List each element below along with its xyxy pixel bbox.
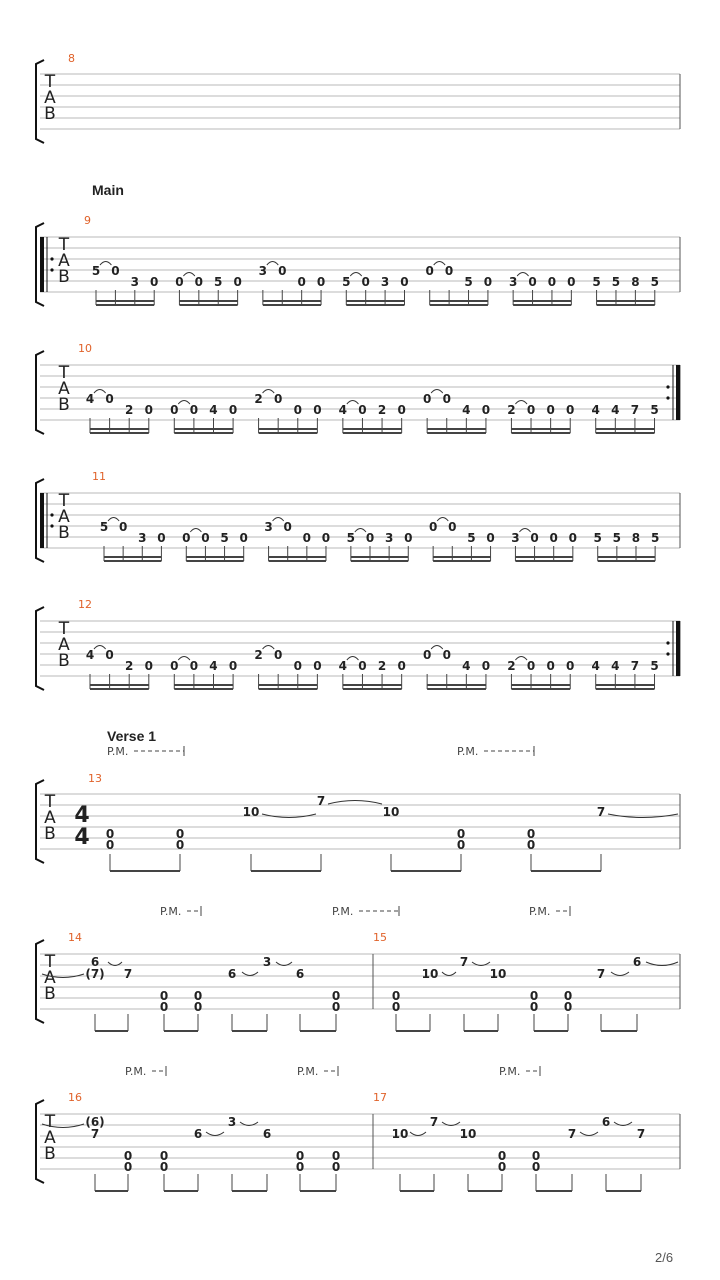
tab-fret-number: 2 <box>377 659 387 673</box>
tab-fret-number: 4 <box>611 403 620 417</box>
tie-arc <box>611 972 629 976</box>
measure-number: 13 <box>88 772 102 785</box>
tab-fret-number: 0 <box>358 659 367 673</box>
repeat-dot <box>666 396 669 399</box>
tab-clef-letter: A <box>58 251 70 271</box>
tab-fret-number: 5 <box>612 531 622 545</box>
tab-clef-letter: T <box>58 619 70 639</box>
tab-fret-number: 0 <box>526 838 536 852</box>
tab-fret-number: 7 <box>596 967 606 981</box>
tab-fret-number: 0 <box>118 520 128 534</box>
tab-fret-number: 0 <box>175 827 185 841</box>
tab-fret-number: 0 <box>189 403 199 417</box>
tab-fret-number: 0 <box>233 275 242 289</box>
tab-fret-number: 0 <box>444 264 454 278</box>
repeat-dot <box>666 385 669 388</box>
tab-fret-number: (6) <box>85 1115 105 1129</box>
tab-fret-number: 3 <box>508 275 518 289</box>
tab-clef-letter: B <box>58 523 70 543</box>
tab-fret-number: 0 <box>391 989 401 1003</box>
tab-fret-number: 0 <box>105 392 114 406</box>
measure-number: 11 <box>92 470 106 483</box>
measure-number: 9 <box>84 214 91 227</box>
palm-mute-label: P.M. <box>499 1065 521 1078</box>
tab-fret-number: 0 <box>170 659 179 673</box>
tab-fret-number: 0 <box>425 264 434 278</box>
tab-fret-number: 0 <box>331 1160 341 1174</box>
tab-fret-number: 5 <box>611 275 621 289</box>
tab-clef-letter: A <box>58 507 70 527</box>
tab-fret-number: 0 <box>428 520 438 534</box>
tab-fret-number: 0 <box>313 403 322 417</box>
tab-fret-number: 5 <box>467 531 476 545</box>
repeat-dot <box>50 257 53 260</box>
tab-fret-number: 7 <box>636 1127 646 1141</box>
time-signature-denominator: 4 <box>74 825 90 850</box>
repeat-dot <box>666 641 669 644</box>
tab-fret-number: 0 <box>189 659 199 673</box>
tab-fret-number: 5 <box>346 531 356 545</box>
hammer-on-arc <box>517 273 528 277</box>
tab-fret-number: 0 <box>568 531 578 545</box>
tab-fret-number: 0 <box>331 1149 341 1163</box>
tab-fret-number: 0 <box>422 648 432 662</box>
tab-fret-number: 5 <box>593 531 602 545</box>
tab-fret-number: 7 <box>567 1127 577 1141</box>
tab-fret-number: 0 <box>531 1160 541 1174</box>
tab-fret-number: 0 <box>105 648 114 662</box>
hammer-on-arc <box>519 529 530 533</box>
tab-fret-number: 2 <box>254 648 263 662</box>
tab-fret-number: 3 <box>130 275 139 289</box>
measure-number: 8 <box>68 52 75 65</box>
tab-clef-letter: T <box>44 952 56 972</box>
hammer-on-arc <box>347 401 359 405</box>
tab-fret-number: 3 <box>511 531 520 545</box>
tab-fret-number: 0 <box>111 264 120 278</box>
tab-fret-number: 0 <box>321 531 331 545</box>
hammer-on-arc <box>183 273 194 277</box>
tab-fret-number: 4 <box>611 659 620 673</box>
tab-fret-number: 7 <box>630 403 640 417</box>
tab-fret-number: 7 <box>459 955 469 969</box>
tab-fret-number: 0 <box>481 403 491 417</box>
hammer-on-arc <box>515 657 527 661</box>
repeat-close-thick-bar <box>676 365 680 420</box>
tab-fret-number: 0 <box>295 1149 305 1163</box>
tab-fret-number: 0 <box>105 827 115 841</box>
tab-fret-number: 0 <box>483 275 493 289</box>
tab-fret-number: 0 <box>293 403 302 417</box>
tab-fret-number: 0 <box>404 531 413 545</box>
tab-fret-number: 0 <box>530 531 539 545</box>
tab-fret-number: 0 <box>159 1149 169 1163</box>
tie-arc <box>580 1132 598 1136</box>
tab-fret-number: 0 <box>547 275 557 289</box>
palm-mute-label: P.M. <box>160 905 182 918</box>
tab-fret-number: 0 <box>194 275 204 289</box>
tab-fret-number: 5 <box>592 275 601 289</box>
hammer-on-arc <box>263 646 275 650</box>
tab-clef-letter: B <box>58 651 70 671</box>
tab-fret-number: 0 <box>549 531 558 545</box>
tab-fret-number: 0 <box>529 989 539 1003</box>
tab-clef-letter: T <box>58 363 70 383</box>
tab-clef-letter: A <box>44 88 56 108</box>
tab-fret-number: 3 <box>384 531 394 545</box>
tab-fret-number: 0 <box>422 392 432 406</box>
system-bracket <box>36 1100 44 1183</box>
tab-fret-number: 0 <box>526 403 536 417</box>
tab-fret-number: 4 <box>209 403 218 417</box>
tab-fret-number: 0 <box>105 838 115 852</box>
tab-fret-number: 0 <box>497 1160 507 1174</box>
measure-number: 17 <box>373 1091 387 1104</box>
tab-fret-number: 0 <box>442 392 451 406</box>
hammer-on-arc <box>515 401 527 405</box>
tie-arc <box>328 801 382 805</box>
tab-clef-letter: B <box>44 1144 56 1164</box>
tab-fret-number: 4 <box>591 659 600 673</box>
tab-fret-number: 0 <box>144 403 153 417</box>
tab-fret-number: 4 <box>209 659 218 673</box>
tab-fret-number: 6 <box>601 1115 611 1129</box>
tab-fret-number: 0 <box>297 275 306 289</box>
tab-fret-number: 0 <box>456 827 466 841</box>
time-signature-numerator: 4 <box>74 803 90 828</box>
tab-clef-letter: A <box>58 379 70 399</box>
tab-fret-number: 0 <box>391 1000 401 1014</box>
measure-number: 12 <box>78 598 92 611</box>
tab-fret-number: 0 <box>442 648 451 662</box>
tab-clef-letter: T <box>44 792 56 812</box>
tie-arc <box>442 972 456 976</box>
measure-number: 10 <box>78 342 92 355</box>
hammer-on-arc <box>273 518 284 522</box>
hammer-on-arc <box>434 262 445 266</box>
tab-fret-number: 5 <box>342 275 351 289</box>
hammer-on-arc <box>350 273 361 277</box>
tab-fret-number: 7 <box>123 967 133 981</box>
hammer-on-arc <box>94 646 106 650</box>
tab-clef-letter: B <box>58 395 70 415</box>
tab-fret-number: 3 <box>258 264 268 278</box>
tab-fret-number: 0 <box>150 275 159 289</box>
tab-fret-number: 5 <box>650 403 659 417</box>
section-label-main: Main <box>92 182 124 198</box>
tab-fret-number: (7) <box>85 967 105 981</box>
tab-fret-number: 3 <box>138 531 147 545</box>
tab-fret-number: 0 <box>456 838 466 852</box>
tab-fret-number: 0 <box>481 659 491 673</box>
tab-fret-number: 0 <box>361 275 370 289</box>
tab-clef-letter: T <box>58 491 70 511</box>
tab-fret-number: 5 <box>214 275 223 289</box>
system-bracket <box>36 607 44 690</box>
tab-fret-number: 4 <box>591 403 600 417</box>
tab-clef-letter: T <box>58 235 70 255</box>
hammer-on-arc <box>108 518 119 522</box>
tab-clef-letter: T <box>44 72 56 92</box>
repeat-dot <box>50 524 53 527</box>
tab-fret-number: 0 <box>144 659 153 673</box>
tab-fret-number: 10 <box>242 805 260 819</box>
tab-fret-number: 0 <box>159 989 169 1003</box>
measure-number: 16 <box>68 1091 82 1104</box>
tab-fret-number: 2 <box>507 659 516 673</box>
tab-fret-number: 0 <box>123 1160 133 1174</box>
tab-fret-number: 7 <box>630 659 640 673</box>
tab-fret-number: 5 <box>464 275 473 289</box>
tab-fret-number: 0 <box>175 838 185 852</box>
tab-fret-number: 3 <box>227 1115 237 1129</box>
hammer-on-arc <box>267 262 278 266</box>
hammer-on-arc <box>178 401 190 405</box>
system-bracket <box>36 780 44 863</box>
tab-fret-number: 0 <box>193 989 203 1003</box>
tab-fret-number: 4 <box>85 648 95 662</box>
tab-fret-number: 8 <box>631 275 640 289</box>
tab-fret-number: 0 <box>397 659 406 673</box>
tab-fret-number: 5 <box>91 264 101 278</box>
tab-fret-number: 0 <box>295 1160 305 1174</box>
tab-fret-number: 4 <box>338 403 348 417</box>
tab-fret-number: 0 <box>273 648 283 662</box>
tab-fret-number: 0 <box>159 1160 169 1174</box>
tie-arc <box>242 972 258 976</box>
tab-fret-number: 0 <box>529 1000 539 1014</box>
tie-arc <box>410 1132 426 1136</box>
tab-fret-number: 0 <box>365 531 375 545</box>
tab-fret-number: 0 <box>293 659 302 673</box>
repeat-dot <box>50 268 53 271</box>
tab-fret-number: 3 <box>380 275 390 289</box>
tab-fret-number: 5 <box>650 275 659 289</box>
tab-fret-number: 0 <box>400 275 409 289</box>
tab-fret-number: 6 <box>262 1127 272 1141</box>
tab-fret-number: 0 <box>497 1149 507 1163</box>
tab-clef-letter: B <box>44 824 56 844</box>
tab-fret-number: 0 <box>526 659 536 673</box>
tab-clef-letter: A <box>44 808 56 828</box>
tab-fret-number: 0 <box>273 392 283 406</box>
repeat-close-thick-bar <box>676 621 680 676</box>
tab-fret-number: 0 <box>123 1149 133 1163</box>
tab-fret-number: 5 <box>650 531 660 545</box>
tab-fret-number: 0 <box>193 1000 203 1014</box>
hammer-on-arc <box>431 646 443 650</box>
palm-mute-label: P.M. <box>125 1065 147 1078</box>
tab-fret-number: 4 <box>462 403 471 417</box>
tab-fret-number: 0 <box>563 1000 573 1014</box>
tab-fret-number: 0 <box>448 520 457 534</box>
tab-fret-number: 4 <box>462 659 471 673</box>
tab-fret-number: 3 <box>264 520 273 534</box>
tab-clef-letter: B <box>44 104 56 124</box>
hammer-on-arc <box>190 529 201 533</box>
tab-fret-number: 6 <box>632 955 642 969</box>
tab-clef-letter: B <box>44 984 56 1004</box>
tab-fret-number: 0 <box>358 403 367 417</box>
tab-fret-number: 2 <box>254 392 263 406</box>
palm-mute-label: P.M. <box>529 905 551 918</box>
tab-fret-number: 0 <box>283 520 292 534</box>
hammer-on-arc <box>437 518 448 522</box>
tab-fret-number: 0 <box>157 531 166 545</box>
tab-fret-number: 5 <box>99 520 109 534</box>
tab-fret-number: 0 <box>302 531 312 545</box>
repeat-dot <box>50 513 53 516</box>
page-number: 2/6 <box>655 1250 674 1265</box>
tab-fret-number: 0 <box>566 403 575 417</box>
tab-fret-number: 0 <box>526 827 536 841</box>
tab-clef-letter: T <box>44 1112 56 1132</box>
tab-fret-number: 0 <box>278 264 287 278</box>
tie-arc <box>206 1132 224 1136</box>
tab-fret-number: 5 <box>220 531 229 545</box>
palm-mute-label: P.M. <box>107 745 129 758</box>
hammer-on-arc <box>263 390 275 394</box>
hammer-on-arc <box>431 390 443 394</box>
hammer-on-arc <box>178 657 190 661</box>
tab-fret-number: 0 <box>528 275 537 289</box>
hammer-on-arc <box>94 390 106 394</box>
tab-fret-number: 2 <box>377 403 387 417</box>
repeat-open-thick-bar <box>40 493 44 548</box>
tab-fret-number: 6 <box>193 1127 203 1141</box>
tab-fret-number: 7 <box>596 805 606 819</box>
system-bracket <box>36 351 44 434</box>
tab-fret-number: 0 <box>546 659 555 673</box>
tab-fret-number: 0 <box>316 275 326 289</box>
tab-fret-number: 0 <box>175 275 184 289</box>
tab-clef-letter: A <box>58 635 70 655</box>
tab-fret-number: 0 <box>170 403 179 417</box>
tab-fret-number: 7 <box>90 1127 100 1141</box>
tab-fret-number: 10 <box>421 967 439 981</box>
tab-clef-letter: A <box>44 1128 56 1148</box>
tab-fret-number: 2 <box>507 403 516 417</box>
tab-fret-number: 5 <box>650 659 659 673</box>
tab-fret-number: 0 <box>331 989 341 1003</box>
tab-fret-number: 0 <box>566 659 575 673</box>
tab-fret-number: 2 <box>125 659 134 673</box>
tab-fret-number: 10 <box>391 1127 409 1141</box>
tab-fret-number: 0 <box>313 659 322 673</box>
tab-fret-number: 7 <box>316 794 326 808</box>
tab-fret-number: 6 <box>295 967 305 981</box>
tab-fret-number: 0 <box>563 989 573 1003</box>
tab-fret-number: 6 <box>90 955 100 969</box>
tab-fret-number: 0 <box>228 403 238 417</box>
hammer-on-arc <box>347 657 359 661</box>
tab-fret-number: 10 <box>382 805 400 819</box>
tab-fret-number: 0 <box>546 403 555 417</box>
hammer-on-arc <box>100 262 111 266</box>
tab-fret-number: 2 <box>125 403 134 417</box>
hammer-on-arc <box>355 529 366 533</box>
palm-mute-label: P.M. <box>332 905 354 918</box>
tab-fret-number: 4 <box>338 659 348 673</box>
tab-fret-number: 7 <box>429 1115 439 1129</box>
tab-fret-number: 0 <box>239 531 248 545</box>
measure-number: 14 <box>68 931 82 944</box>
tab-fret-number: 10 <box>489 967 507 981</box>
tab-fret-number: 6 <box>227 967 237 981</box>
tab-fret-number: 0 <box>397 403 406 417</box>
tab-fret-number: 8 <box>631 531 641 545</box>
tab-fret-number: 0 <box>201 531 210 545</box>
tab-fret-number: 0 <box>182 531 191 545</box>
tab-fret-number: 0 <box>486 531 495 545</box>
system-bracket <box>36 940 44 1023</box>
tab-fret-number: 0 <box>567 275 576 289</box>
tab-clef-letter: B <box>58 267 70 287</box>
tab-fret-number: 10 <box>459 1127 477 1141</box>
section-label-verse-1: Verse 1 <box>107 728 157 744</box>
tab-clef-letter: A <box>44 968 56 988</box>
palm-mute-label: P.M. <box>297 1065 319 1078</box>
tab-fret-number: 0 <box>331 1000 341 1014</box>
tab-fret-number: 0 <box>228 659 238 673</box>
measure-number: 15 <box>373 931 387 944</box>
repeat-dot <box>666 652 669 655</box>
tab-fret-number: 3 <box>262 955 272 969</box>
tab-fret-number: 0 <box>531 1149 541 1163</box>
tab-fret-number: 4 <box>85 392 95 406</box>
tab-fret-number: 0 <box>159 1000 169 1014</box>
palm-mute-label: P.M. <box>457 745 479 758</box>
repeat-open-thick-bar <box>40 237 44 292</box>
system-bracket <box>36 60 44 143</box>
